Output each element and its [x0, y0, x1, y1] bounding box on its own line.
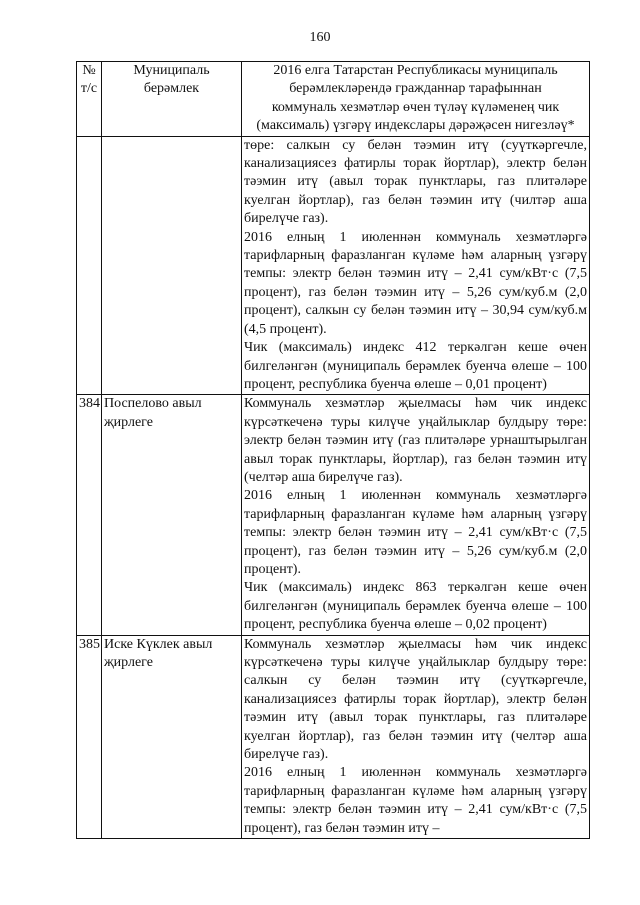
header-title-line: коммуналь хезмәтләр өчен түләү күләменең чик: [271, 99, 560, 115]
row-number: [77, 136, 102, 395]
row-municipality: [102, 136, 242, 395]
table-row: [77, 635, 590, 838]
description-paragraph: Коммуналь хезмәтләр җыелмасы һәм чик индекс күрсәткеченә туры килүче уңайлыклар булдыру төре: салкын су белән тәэмин итү (суүткәргечле, канализациясез фатирлы торак йортлар), электр белән тәэмин итү (авыл торак пунктлары, газ плитәләре куелган йортлар), газ белән тәэмин итү (челтәр аша бирелүче газ).: [244, 636, 587, 763]
row-number: 385: [77, 635, 102, 838]
description-paragraph: 2016 елның 1 июленнән коммуналь хезмәтләргә тарифларның фаразланган күләме һәм аларның үзгәрү темпы: электр белән тәэмин итү – 2,41 сум/кВт·с (7,5 процент), газ белән тәэмин итү – 5,26 сум/куб.м (2,0 процент).: [244, 488, 587, 577]
header-municipality-label: Муниципаль: [133, 63, 210, 78]
row-description: [242, 136, 590, 395]
description-paragraph: Чик (максималь) индекс 412 теркәлгән кеше өчен билгеләнгән (муниципаль берәмлек буенча өлеше – 100 процент, республика буенча өлеше – 0,01 процент): [244, 340, 587, 392]
row-description: [242, 395, 590, 635]
table-row: [77, 136, 590, 395]
table-row: [77, 395, 590, 635]
header-number-label: №: [82, 63, 96, 78]
index-table: [76, 61, 590, 839]
row-municipality: Поспелово авыл җирлеге: [102, 395, 242, 635]
description-paragraph: 2016 елның 1 июленнән коммуналь хезмәтләргә тарифларның фаразланган күләме һәм аларның үзгәрү темпы: электр белән тәэмин итү – 2,41 сум/кВт·с (7,5 процент), газ белән тәэмин итү –: [244, 765, 587, 836]
header-title-line: 2016 елга Татарстан Республикасы муниципаль: [273, 63, 558, 78]
description-paragraph: Чик (максималь) индекс 863 теркәлгән кеше өчен билгеләнгән (муниципаль берәмлек буенча өлеше – 100 процент, республика буенча өлеше – 0,02 процент): [244, 580, 587, 633]
header-municipality: [102, 62, 242, 137]
header-number: [77, 62, 102, 137]
row-municipality: Иске Күклек авыл җирлеге: [102, 635, 242, 838]
header-title-line: (максималь) үзгәрү индекслары дәрәҗәсен нигезләү*: [256, 118, 575, 134]
table-header-row: [77, 62, 590, 137]
description-paragraph: 2016 елның 1 июленнән коммуналь хезмәтләргә тарифларның фаразланган күләме һәм аларның үзгәрү темпы: электр белән тәэмин итү – 2,41 сум/кВт·с (7,5 процент), газ белән тәэмин итү – 5,26 сум/куб.м (2,0 процент), салкын су белән тәэмин итү – 30,94 сум/куб.м (4,5 процент).: [244, 229, 587, 337]
description-paragraph: Коммуналь хезмәтләр җыелмасы һәм чик индекс күрсәткеченә туры килүче уңайлыклар булдыру төре: электр белән тәэмин итү (газ плитәләре урнаштырылган авыл торак пунктлары, йортлар), газ белән тәэмин итү (челтәр аша бирелүче газ).: [244, 396, 587, 485]
header-municipality-sub: берәмлек: [143, 81, 200, 97]
header-description: [242, 62, 590, 137]
row-number: 384: [77, 395, 102, 635]
header-number-sub: т/с: [80, 81, 98, 97]
header-title-line: берәмлекләрендә гражданнар тарафыннан: [289, 81, 542, 97]
page-number: 160: [309, 30, 331, 45]
row-description: [242, 635, 590, 838]
description-paragraph: төре: салкын су белән тәэмин итү (суүткәргечле, канализациясез фатирлы торак йортлар), электр белән тәэмин итү (авыл торак пунктлары, газ плитәләре куелган йортлар), газ белән тәэмин итү (чилтәр аша бирелүче газ).: [244, 137, 587, 227]
